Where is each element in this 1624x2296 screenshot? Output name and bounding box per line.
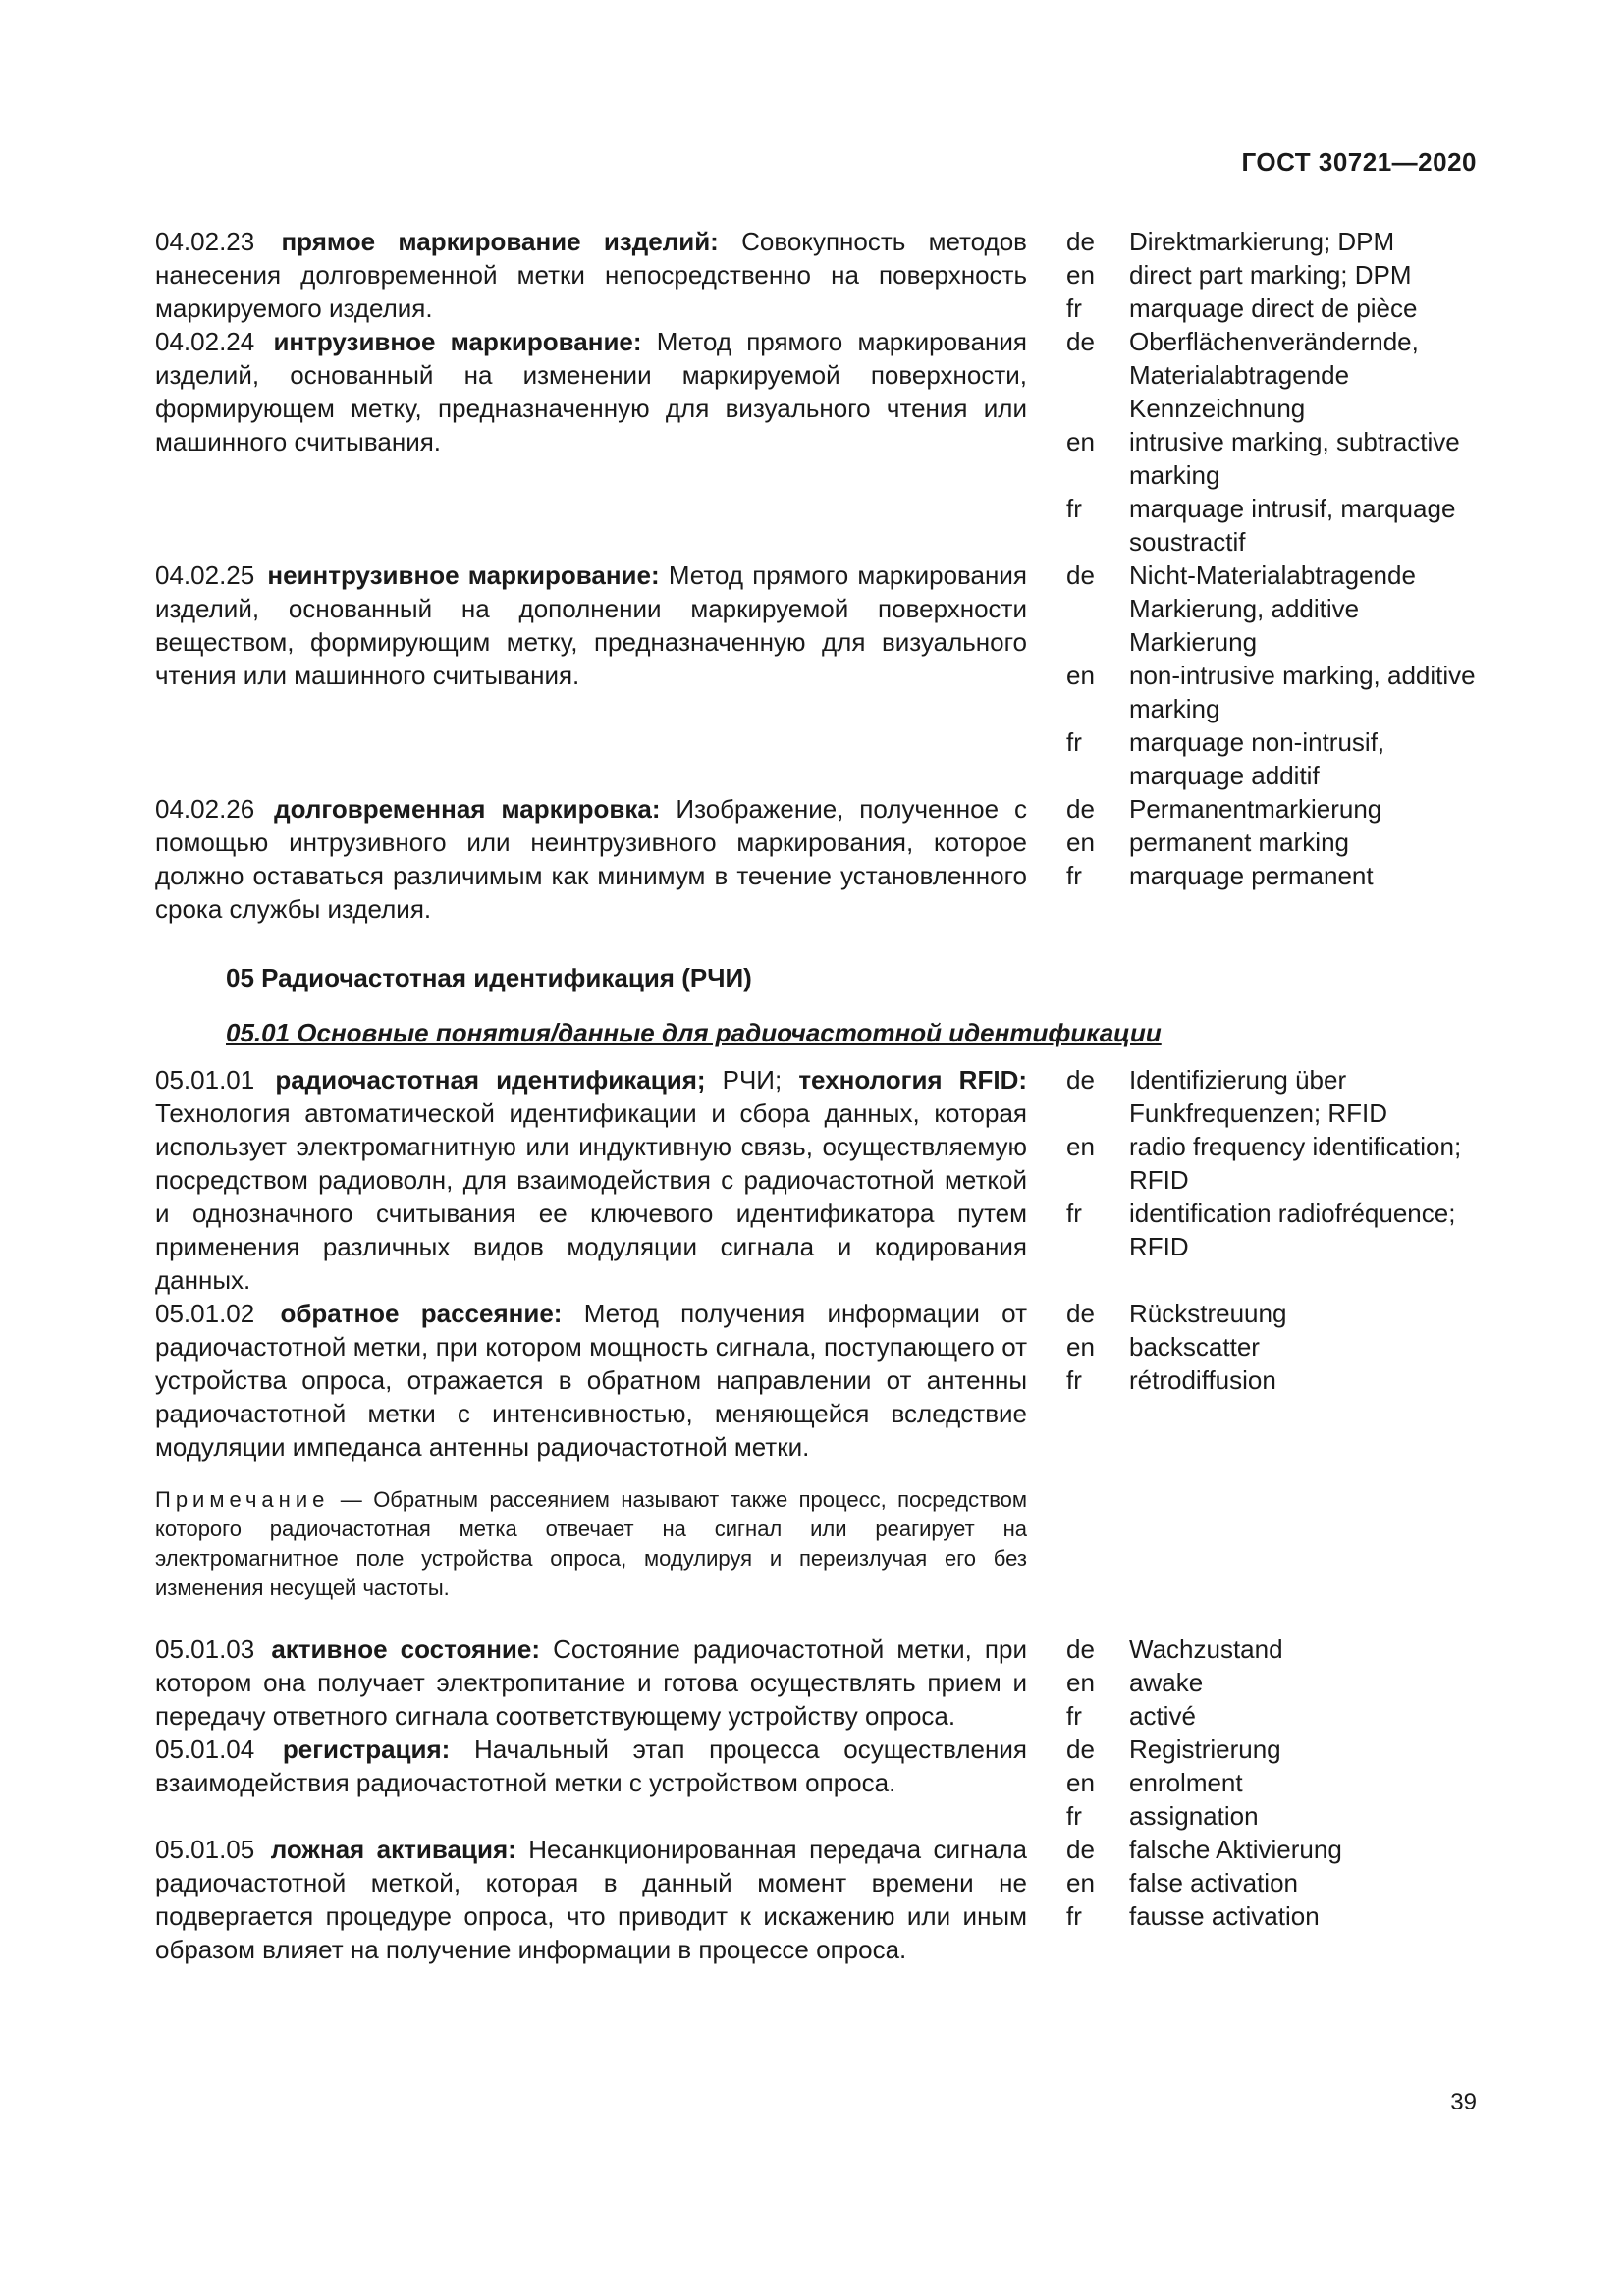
equivalent-de: de Direktmarkierung; DPM bbox=[1066, 227, 1395, 256]
term-number: 04.02.26 bbox=[155, 794, 255, 824]
foreign-equivalents bbox=[1066, 792, 1483, 892]
term-number: 05.01.05 bbox=[155, 1835, 255, 1864]
term-name: ложная активация: bbox=[270, 1835, 516, 1864]
term-definition bbox=[155, 1833, 1027, 1966]
definition-text: Метод прямого маркирования изделий, основанный на дополнении маркируемой поверхности веществом, формирующим метку, предназначенную для визуального чтения или машинного считывания. bbox=[155, 561, 1027, 690]
equivalent-en: en enrolment bbox=[1066, 1768, 1243, 1797]
equivalent-de: de Permanentmarkierung bbox=[1066, 794, 1382, 824]
foreign-equivalents bbox=[1066, 1632, 1483, 1733]
term-name: прямое маркирование изделий: bbox=[281, 227, 719, 256]
definition-text: Состояние радиочастотной метки, при котором она получает электропитание и готова осуществлять прием и передачу ответного сигнала соответствующему устройству опроса. bbox=[155, 1634, 1027, 1731]
term-abbreviation: РЧИ; bbox=[705, 1065, 799, 1095]
term-entry bbox=[155, 1297, 1483, 1464]
term-entry bbox=[155, 559, 1483, 792]
term-name: интрузивное маркирование: bbox=[273, 327, 642, 356]
equivalent-fr: fr fausse activation bbox=[1066, 1901, 1320, 1931]
equivalent-en: en awake bbox=[1066, 1668, 1204, 1697]
term-number: 04.02.23 bbox=[155, 227, 255, 256]
term-entry bbox=[155, 1833, 1483, 1966]
equivalent-fr: fr identification radiofréquence; RFID bbox=[1066, 1199, 1456, 1261]
subsection-title: 05.01 Основные понятия/данные для радиочастотной идентификации bbox=[226, 1018, 1162, 1047]
equivalent-en: en direct part marking; DPM bbox=[1066, 260, 1412, 290]
foreign-equivalents bbox=[1066, 559, 1483, 792]
equivalent-fr: fr marquage non-intrusif, marquage additif bbox=[1066, 727, 1385, 790]
note-label: Примечание bbox=[155, 1487, 330, 1512]
section-title: 05 Радиочастотная идентификация (РЧИ) bbox=[226, 963, 752, 992]
equivalent-de: de Rückstreuung bbox=[1066, 1299, 1287, 1328]
foreign-equivalents bbox=[1066, 1063, 1483, 1263]
document-body bbox=[155, 225, 1483, 1966]
term-number: 05.01.03 bbox=[155, 1634, 255, 1664]
equivalent-en: en non-intrusive marking, additive marking bbox=[1066, 661, 1476, 723]
foreign-equivalents bbox=[1066, 325, 1483, 559]
equivalent-en: en radio frequency identification; RFID bbox=[1066, 1132, 1462, 1195]
term-number: 05.01.04 bbox=[155, 1735, 255, 1764]
equivalent-de: de Identifizierung über Funkfrequenzen; RFID bbox=[1066, 1065, 1388, 1128]
term-number: 04.02.24 bbox=[155, 327, 255, 356]
term-name: радиочастотная идентификация; bbox=[275, 1065, 706, 1095]
term-number: 05.01.02 bbox=[155, 1299, 255, 1328]
definition-text: Совокупность методов нанесения долговременной метки непосредственно на поверхность маркируемого изделия. bbox=[155, 227, 1027, 323]
equivalent-en: en permanent marking bbox=[1066, 828, 1349, 857]
page-number: 39 bbox=[1450, 2089, 1477, 2115]
term-definition bbox=[155, 225, 1027, 325]
equivalent-fr: fr marquage direct de pièce bbox=[1066, 294, 1418, 323]
term-name: регистрация: bbox=[282, 1735, 451, 1764]
note-text: — Обратным рассеянием называют также процесс, посредством которого радиочастотная метка отвечает на сигнал или реагирует на электромагнитное поле устройства опроса, модулируя и переизлучая его без изменения несущей частоты. bbox=[155, 1487, 1027, 1600]
equivalent-fr: fr rétrodiffusion bbox=[1066, 1365, 1276, 1395]
term-entry bbox=[155, 792, 1483, 926]
definition-text: Метод получения информации от радиочастотной метки, при котором мощность сигнала, поступающего от устройства опроса, отражается в обратном направлении от антенны радиочастотной метки с интенсивностью, меняющейся вследствие модуляции импеданса антенны радиочастотной метки. bbox=[155, 1299, 1027, 1462]
equivalent-fr: fr assignation bbox=[1066, 1801, 1259, 1831]
term-name: обратное рассеяние: bbox=[280, 1299, 563, 1328]
foreign-equivalents bbox=[1066, 1833, 1483, 1933]
term-entry bbox=[155, 225, 1483, 325]
equivalent-fr: fr activé bbox=[1066, 1701, 1196, 1731]
equivalent-en: en backscatter bbox=[1066, 1332, 1260, 1362]
foreign-equivalents bbox=[1066, 1297, 1483, 1397]
equivalent-fr: fr marquage permanent bbox=[1066, 861, 1374, 890]
definition-text: Метод прямого маркирования изделий, основанный на изменении маркируемой поверхности, формирующем метку, предназначенную для визуального чтения или машинного считывания. bbox=[155, 327, 1028, 456]
term-entry bbox=[155, 1632, 1483, 1733]
term-entry bbox=[155, 325, 1483, 559]
definition-text: Начальный этап процесса осуществления взаимодействия радиочастотной метки с устройством опроса. bbox=[155, 1735, 1027, 1797]
term-name-alt: технология RFID: bbox=[798, 1065, 1028, 1095]
equivalent-en: en intrusive marking, subtractive marking bbox=[1066, 427, 1460, 490]
term-number: 04.02.25 bbox=[155, 561, 255, 590]
term-definition bbox=[155, 1063, 1027, 1297]
term-entry bbox=[155, 1733, 1483, 1833]
definition-text: Технология автоматической идентификации и сбора данных, которая использует электромагнитную или индуктивную связь, осуществляемую посредством радиоволн, для взаимодействия с радиочастотной меткой и однозначного считывания ее ключевого идентификатора путем применения различных видов модуляции сигнала и кодирования данных. bbox=[155, 1098, 1027, 1295]
equivalent-de: de Wachzustand bbox=[1066, 1634, 1283, 1664]
document-header: ГОСТ 30721—2020 bbox=[1241, 147, 1477, 177]
equivalent-de: de Nicht-Materialabtragende Markierung, additive Markierung bbox=[1066, 561, 1416, 657]
equivalent-en: en false activation bbox=[1066, 1868, 1298, 1897]
definition-text: Изображение, полученное с помощью интрузивного или неинтрузивного маркирования, которое должно оставаться различимым как минимум в течение установленного срока службы изделия. bbox=[155, 794, 1027, 924]
foreign-equivalents bbox=[1066, 1733, 1483, 1833]
term-name: активное состояние: bbox=[271, 1634, 541, 1664]
foreign-equivalents bbox=[1066, 225, 1483, 325]
equivalent-fr: fr marquage intrusif, marquage soustractif bbox=[1066, 494, 1456, 557]
term-definition bbox=[155, 792, 1027, 926]
equivalent-de: de falsche Aktivierung bbox=[1066, 1835, 1342, 1864]
term-definition bbox=[155, 559, 1027, 692]
note-block bbox=[155, 1485, 1027, 1603]
equivalent-de: de Oberflächenverändernde, Materialabtragende Kennzeichnung bbox=[1066, 327, 1419, 423]
equivalent-de: de Registrierung bbox=[1066, 1735, 1281, 1764]
term-definition bbox=[155, 1632, 1027, 1733]
term-definition bbox=[155, 1297, 1027, 1464]
term-name: неинтрузивное маркирование: bbox=[267, 561, 660, 590]
term-name: долговременная маркировка: bbox=[274, 794, 661, 824]
term-number: 05.01.01 bbox=[155, 1065, 255, 1095]
term-definition bbox=[155, 325, 1027, 458]
term-entry bbox=[155, 1063, 1483, 1297]
definition-text: Несанкционированная передача сигнала радиочастотной меткой, которая в данный момент времени не подвергается процедуре опроса, что приводит к искажению или иным образом влияет на получение информации в процессе опроса. bbox=[155, 1835, 1028, 1964]
term-definition bbox=[155, 1733, 1027, 1799]
